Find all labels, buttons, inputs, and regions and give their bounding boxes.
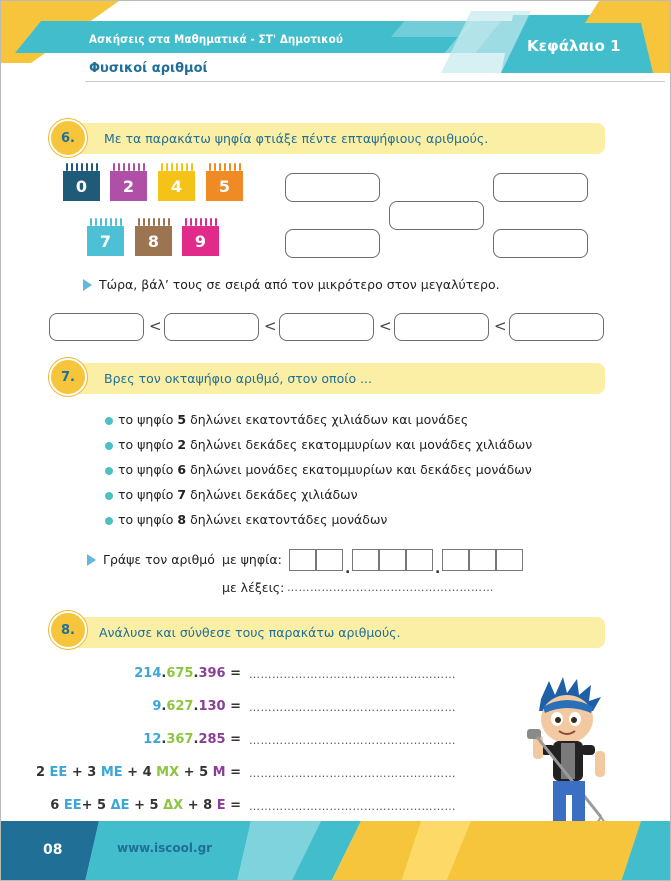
bullet-icon (105, 492, 113, 500)
clue-item (118, 437, 532, 452)
digit-cell[interactable] (406, 549, 433, 571)
exercise-8-instruction: Ανάλυσε και σύνθεσε τους παρακάτω αριθμούς. (99, 625, 401, 640)
digit-cell[interactable] (316, 549, 343, 571)
arrow-icon (83, 279, 92, 291)
card-spiral (135, 218, 172, 226)
clue-prefix: το ψηφίο (118, 412, 178, 427)
expression-part: ΜΕ (100, 765, 123, 780)
expression-part: ΔΕ (110, 798, 130, 813)
card-spiral (206, 163, 243, 171)
digit-card: 5 (206, 171, 243, 201)
expression-part: = (225, 699, 241, 714)
answer-box-1[interactable] (285, 173, 380, 202)
order-instruction: Τώρα, βάλ’ τους σε σειρά από τον μικρότερο στον μεγαλύτερο. (99, 277, 500, 292)
exercise-7-instruction: Βρες τον οκταψήφιο αριθμό, στον οποίο ... (104, 371, 372, 386)
expression-part: ΔΧ (163, 798, 184, 813)
expression-part: 130 (198, 699, 226, 714)
page-number: 08 (43, 842, 63, 858)
expression-part: = (225, 765, 241, 780)
expression-part: 396 (198, 666, 226, 681)
words-answer-line[interactable]: ……………………………………………… (287, 581, 494, 594)
clue-text: δηλώνει δεκάδες χιλιάδων (186, 487, 358, 502)
clue-prefix: το ψηφίο (118, 512, 178, 527)
expression-part: 2 (35, 765, 50, 780)
header-divider (85, 81, 665, 82)
exercise-8-number: 8. (49, 611, 87, 649)
expression-part: ΜΧ (156, 765, 180, 780)
clue-prefix: το ψηφίο (118, 487, 178, 502)
footer-banner (1, 821, 671, 881)
clue-text: δηλώνει μονάδες εκατομμυρίων και δεκάδες μονάδων (186, 462, 532, 477)
order-box-1[interactable] (49, 313, 144, 341)
clue-item (118, 462, 532, 477)
clue-prefix: το ψηφίο (118, 437, 178, 452)
card-spiral (110, 163, 147, 171)
words-label: με λέξεις: (222, 580, 285, 595)
expression-part: = (225, 732, 241, 747)
thousands-separator: . (435, 561, 441, 577)
digit-cell[interactable] (289, 549, 316, 571)
less-than-sign: < (379, 317, 392, 335)
digit-cell[interactable] (469, 549, 496, 571)
clue-digit: 8 (177, 512, 187, 527)
series-title: Ασκήσεις στα Μαθηματικά - ΣΤ' Δημοτικού (89, 32, 343, 46)
expression-part: 9 (152, 699, 162, 714)
expression-part: . (161, 732, 167, 747)
exercise-6-number: 6. (49, 119, 87, 157)
expression-label (143, 732, 241, 747)
clue-text: δηλώνει δεκάδες εκατομμυρίων και μονάδες χιλιάδων (186, 437, 533, 452)
bullet-icon (105, 467, 113, 475)
exercise-6-instruction: Με τα παρακάτω ψηφία φτιάξε πέντε επταψήφιους αριθμούς. (104, 131, 489, 146)
digit-cell[interactable] (442, 549, 469, 571)
expression-part: ΕΕ (63, 798, 82, 813)
bullet-icon (105, 517, 113, 525)
digits-label: με ψηφία: (222, 552, 282, 567)
arrow-icon (87, 554, 96, 566)
answer-dotted-line[interactable]: ……………………………………………… (249, 734, 456, 747)
answer-box-2[interactable] (493, 173, 588, 202)
expression-part: ΕΕ (49, 765, 68, 780)
clue-text: δηλώνει εκατοντάδες χιλιάδων και μονάδες (186, 412, 469, 427)
clue-item (118, 487, 358, 502)
digit-card: 0 (63, 171, 100, 201)
answer-dotted-line[interactable]: ……………………………………………… (249, 701, 456, 714)
clue-prefix: το ψηφίο (118, 462, 178, 477)
bullet-icon (105, 442, 113, 450)
thousands-separator: . (345, 561, 351, 577)
website-link[interactable]: www.iscool.gr (117, 841, 213, 855)
answer-box-4[interactable] (285, 229, 380, 258)
clue-digit: 7 (177, 487, 187, 502)
clue-digit: 5 (177, 412, 187, 427)
expression-part: Ε (216, 798, 226, 813)
answer-box-3[interactable] (389, 201, 484, 230)
write-label: Γράψε τον αριθμό (103, 552, 215, 567)
digit-cell[interactable] (352, 549, 379, 571)
card-spiral (63, 163, 100, 171)
expression-label (134, 666, 241, 681)
digit-card: 2 (110, 171, 147, 201)
card-spiral (182, 218, 219, 226)
expression-part: + 5 (129, 798, 164, 813)
exercise-7-number: 7. (49, 358, 87, 396)
answer-box-5[interactable] (493, 229, 588, 258)
answer-dotted-line[interactable]: ……………………………………………… (249, 767, 456, 780)
expression-label (50, 798, 241, 813)
clue-digit: 6 (177, 462, 187, 477)
clue-digit: 2 (177, 437, 187, 452)
expression-part: 367 (166, 732, 194, 747)
expression-part: + 8 (183, 798, 217, 813)
answer-dotted-line[interactable]: ……………………………………………… (249, 800, 456, 813)
clue-text: δηλώνει εκατοντάδες μονάδων (186, 512, 388, 527)
expression-part: . (161, 666, 167, 681)
bullet-icon (105, 417, 113, 425)
expression-part: = (225, 798, 241, 813)
expression-part: + 5 (179, 765, 213, 780)
section-subtitle: Φυσικοί αριθμοί (89, 61, 208, 76)
digit-cell[interactable] (379, 549, 406, 571)
digit-card: 4 (158, 171, 195, 201)
expression-part: . (161, 699, 167, 714)
expression-part: 6 (50, 798, 64, 813)
expression-part: 12 (143, 732, 162, 747)
less-than-sign: < (149, 317, 162, 335)
digit-card: 9 (182, 226, 219, 256)
expression-part: + 5 (81, 798, 111, 813)
expression-part: Μ (212, 765, 226, 780)
digit-card: 8 (135, 226, 172, 256)
clue-item (118, 512, 387, 527)
expression-part: 627 (166, 699, 194, 714)
order-box-3[interactable] (279, 313, 374, 341)
expression-part: 675 (166, 666, 194, 681)
order-box-4[interactable] (394, 313, 489, 341)
card-spiral (158, 163, 195, 171)
boy-mascot-illustration (511, 677, 631, 837)
expression-part: + 3 (67, 765, 101, 780)
less-than-sign: < (494, 317, 507, 335)
answer-dotted-line[interactable]: ……………………………………………… (249, 668, 456, 681)
order-box-2[interactable] (164, 313, 259, 341)
expression-part: 214 (134, 666, 162, 681)
card-spiral (87, 218, 124, 226)
expression-label (152, 699, 241, 714)
expression-label (36, 765, 241, 780)
expression-part: + 4 (122, 765, 157, 780)
expression-part: = (225, 666, 241, 681)
expression-part: . (193, 732, 199, 747)
clue-item (118, 412, 468, 427)
order-box-5[interactable] (509, 313, 604, 341)
expression-part: 285 (198, 732, 226, 747)
expression-part: . (193, 666, 199, 681)
expression-part: . (193, 699, 199, 714)
less-than-sign: < (264, 317, 277, 335)
digit-card: 7 (87, 226, 124, 256)
digit-cell[interactable] (496, 549, 523, 571)
chapter-title: Κεφάλαιο 1 (527, 37, 621, 55)
